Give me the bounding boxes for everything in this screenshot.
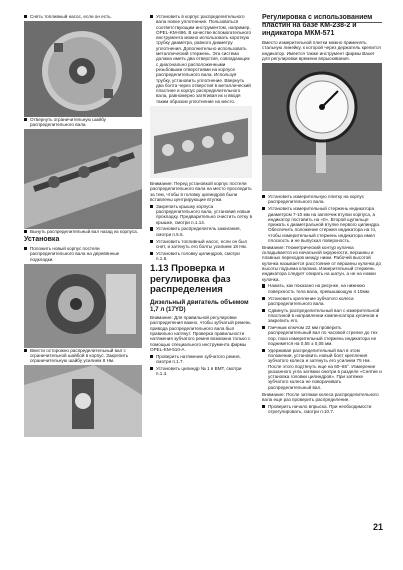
heading-installation: Установка	[24, 236, 60, 244]
photo-camshaft-housing	[24, 129, 142, 229]
note-cam-profile: Внимание: Геометрический контур кулачка складывается из начальной окружности, вершины и плавных переходов между ними. Рабочей высотой кулачка называется расстояние от вершины кулачка до высоты подъема клапана. Измерительный стержень индикатора следует опирать на шатун, а не на ножки кулачка.	[262, 244, 382, 282]
step-place-plate: Установить измерительную плитку на корпус распределительного вала.	[262, 194, 382, 205]
photo-camshaft-pulley	[24, 21, 142, 117]
heading-adjustment-gauge: Регулировка с использованием пластин на базе КМ-238-2 и индикатора МКМ-571	[262, 14, 373, 37]
photo-cylinder-head	[150, 106, 252, 178]
step-tighten-bolt: Удерживая распределительный вал в этом положении, установить новый болт крепления зубчатого колеса и затянуть его усилием 75 Нм. После этого подтянуть еще на 60–65°. Измерение указанного угла затяжки смотри в разделе «Снятие и установка головки цилиндров». При затяжке зубчатого колеса не поворачивать распределительный вал.	[262, 348, 382, 390]
step-shift-camshaft: Сдвинуть распределительный вал с измерительной пластиной в направлении компенсатора кулачков и закрепить его.	[262, 308, 382, 324]
subsection-title-diesel: Дизельный двигатель объемом 1,7 л (17YD)	[150, 298, 249, 313]
step-set-tdc: Установить цилиндр № 1 в ВМТ, смотри п.1.4.	[150, 366, 252, 377]
step-pull-camshaft: Вынуть распределительный вал назад из корпуса.	[24, 229, 142, 234]
note-recheck: Внимание: После затяжки колеса распределительного вала еще раз проверить распределение.	[262, 391, 379, 402]
step-press-shaft: Нажать, как показано на рисунке, на нижнюю поверхность тела вала, превышающую 4 10мм.	[262, 283, 382, 294]
photo-dial-indicator	[262, 63, 382, 191]
step-check-belt: Проверить натяжение зубчатого ремня, смотри п.1.7.	[150, 354, 252, 365]
step-install-seal: Установить в корпус распределительного вала новое уплотнение. Пользоваться соответствующим инструментом, например, OPEL-KM-696. В качестве вспомогательного инструмента можно использовать короткую трубку диаметра, равного диаметру уплотнения. Дополнительно использовать металлический стержень. Эта система должна иметь два отверстия, совпадающих с диагонально расположенными резьбовыми отверстиями на корпусе распределительного вала. Используя трубку, установить уплотнение. Ввернуть два болта через отверстия в металлический пластине и корпус распределительного вала, равномерно затягивая их и вводя таким образом уплотнение на место.	[150, 14, 252, 104]
step-unscrew-washer: Отвернуть ограничительную шайбу распределительного вала.	[24, 117, 142, 128]
photo-seal-tool	[24, 365, 142, 437]
page-number: 21	[372, 522, 383, 532]
note-centering-sleeves: Внимание: Перед установкой корпус постели распределительного вала на место проследить за тем, чтобы в головку цилиндров были вставлены центрирующие втулки.	[150, 181, 252, 202]
step-place-housing: Положить новый корпус постели распределительного вала на деревянные подкладки.	[24, 246, 142, 262]
step-fit-pulley-mount: Установить крепление зубчатого колеса распределительного вала.	[262, 296, 382, 307]
step-install-cylinder-head: Установить головку цилиндров, смотри п.1.8.	[150, 251, 252, 262]
step-fit-cover: Закрепить крышку корпуса распределительного вала, установив новые прокладку. Предварительно очистить сетку в крышке, смотри п.1.14.	[150, 204, 252, 225]
section-title-timing: 1.13 Проверка и регулировка фаз распределения	[150, 263, 231, 296]
step-check-injection: Проверить начало впрыска. При необходимости отрегулировать, смотри п.10.7.	[262, 404, 382, 415]
step-install-distributor: Установить распределитель зажигания, смотри п.5.5.	[150, 226, 252, 237]
step-insert-camshaft: Ввести осторожно распределительный вал с ограничительной шайбой в корпус. Закрепить ограничительную шайбу усилием 8 Нм.	[24, 348, 142, 364]
intro-gauge: Вместо измерительной плитки можно применять стальную линейку, к которой через держатель крепится индикатор. Имеется также инструмент фирмы Bauer для регулировки времени впрыскивания.	[262, 40, 381, 61]
step-rotate-camshaft: Гаечным ключом 22 мм проверить распределительный вал по часовой стрелке до тех пор, пока измерительный стержень индикатора не поднимется на 0,55 ± 0,05 мм.	[262, 325, 382, 346]
step-install-fuel-pump: Установить топливный насос, если он был снят, и затянуть его болты усилием 18 Нм.	[150, 239, 252, 250]
column-left	[24, 14, 142, 437]
step-set-indicator: Установить измерительный стержень индикатора диаметром 7-10 мм на заплечик втулки корпуса, а индикатор поставить на «0». Второй щупальце прижать к диаметральной втулке первого цилиндра. Обеспечить положение стержня индикатора на то, чтобы измерительный стержень индикатора имел плоскость и не выпускал поверхность.	[262, 206, 382, 243]
photo-camshaft-insert	[24, 264, 142, 348]
column-right	[262, 14, 382, 416]
step-remove-fuel-pump: Снять топливный насос, если он есть.	[24, 14, 142, 19]
column-middle	[150, 14, 252, 378]
note-belt-tension: Внимание: Для правильной регулировки распределения важно, чтобы зубчатый ремень привода распределительного вала был правильно натянут. Проверка правильности натяжения зубчатого ремня возможна только с помощью специального инструмента фирмы OPEL-KM-510-A.	[150, 315, 251, 352]
